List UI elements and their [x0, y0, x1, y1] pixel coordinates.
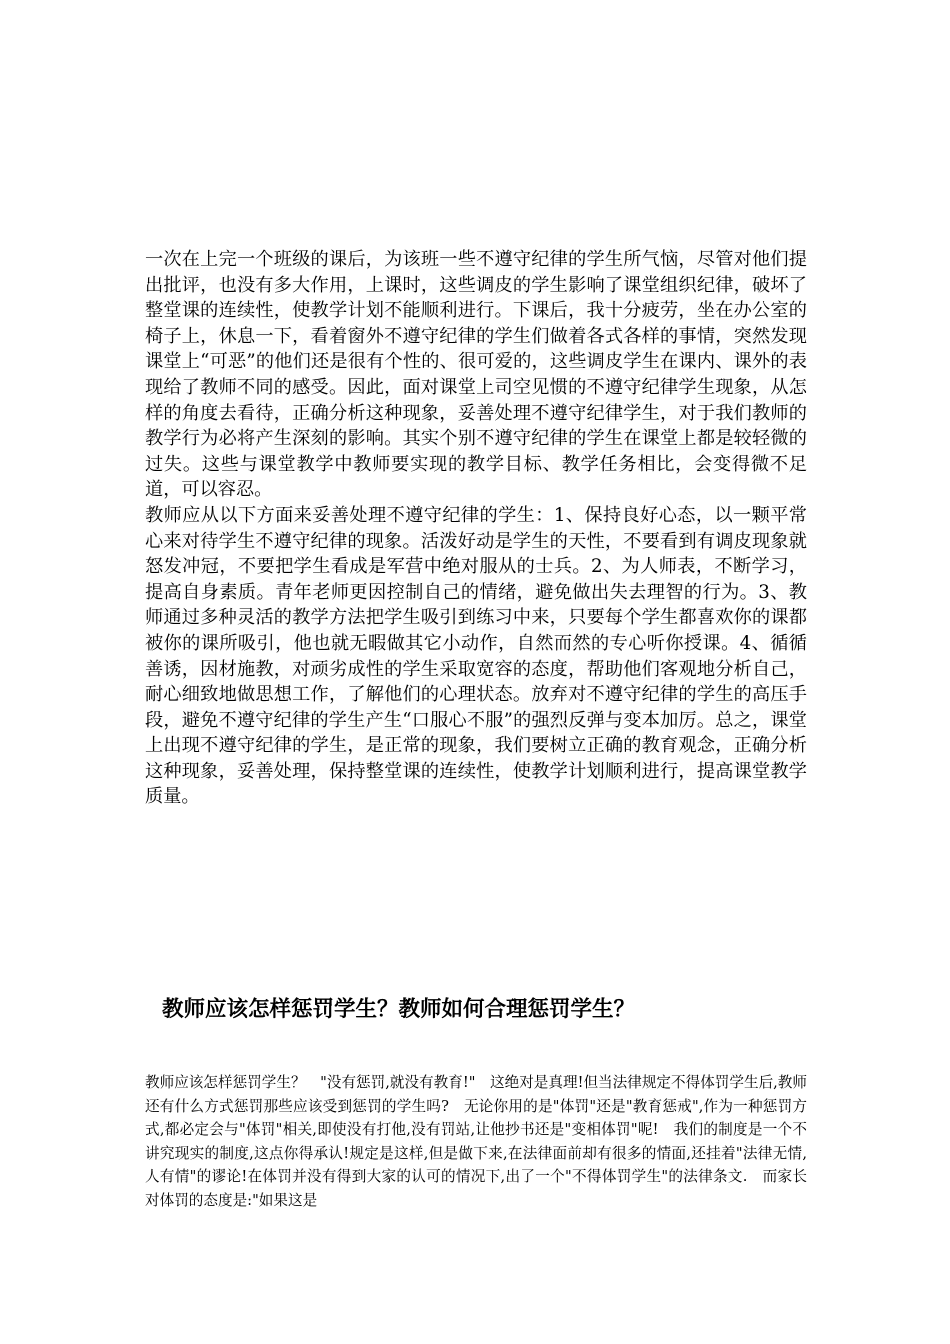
paragraph-methods: 教师应从以下方面来妥善处理不遵守纪律的学生：1、保持良好心态，以一颗平常心来对待学生不遵守纪律的现象。活泼好动是学生的天性，不要看到有调皮现象就怒发冲冠，不要把学生看成是军营中绝对服从的士兵。2、为人师表，不断学习，提高自身素质。青年老师更因控制自己的情绪，避免做出失去理智的行为。3、教师通过多种灵活的教学方法把学生吸引到练习中来，只要每个学生都喜欢你的课都被你的课所吸引，他也就无暇做其它小动作，自然而然的专心听你授课。4、循循善诱，因材施教，对顽劣成性的学生采取宽容的态度，帮助他们客观地分析自己，耐心细致地做思想工作，了解他们的心理状态。放弃对不遵守纪律的学生的高压手段，避免不遵守纪律的学生产生“口服心不服”的强烈反弹与变本加厉。总之，课堂上出现不遵守纪律的学生，是正常的现象，我们要树立正确的教育观念，正确分析这种现象，妥善处理，保持整堂课的连续性，使教学计划顺利进行，提高课堂教学质量。 — [145, 504, 807, 808]
paragraph-intro: 一次在上完一个班级的课后，为该班一些不遵守纪律的学生所气恼，尽管对他们提出批评，也没有多大作用，上课时，这些调皮的学生影响了课堂组织纪律，破坏了整堂课的连续性，使教学计划不能顺利进行。下课后，我十分疲劳，坐在办公室的椅子上，休息一下，看着窗外不遵守纪律的学生们做着各式各样的事情，突然发现课堂上“可恶”的他们还是很有个性的、很可爱的，这些调皮学生在课内、课外的表现给了教师不同的感受。因此，面对课堂上司空见惯的不遵守纪律学生现象，从怎样的角度去看待，正确分析这种现象，妥善处理不遵守纪律学生，对于我们教师的教学行为必将产生深刻的影响。其实个别不遵守纪律的学生在课堂上都是较轻微的过失。这些与课堂教学中教师要实现的教学目标、教学任务相比，会变得微不足道，可以容忍。 — [145, 249, 807, 501]
body-text-block — [145, 247, 807, 810]
section-heading: 教师应该怎样惩罚学生？教师如何合理惩罚学生？ — [162, 997, 636, 1022]
section-body-text: 教师应该怎样惩罚学生？ "没有惩罚,就没有教育!" 这绝对是真理!但当法律规定不得体罚学生后,教师还有什么方式惩罚那些应该受到惩罚的学生吗? 无论你用的是"体罚"还是"教育惩戒",作为一种惩罚方式,都必定会与"体罚"相关,即使没有打他,没有罚站,让他抄书还是"变相体罚"呢! 我们的制度是一个不讲究现实的制度,这点你得承认!规定是这样,但是做下来,在法律面前却有很多的情面,还挂着"法律无情,人有情"的谬论!在体罚并没有得到大家的认可的情况下,出了一个"不得体罚学生"的法律条文. 而家长对体罚的态度是:"如果这是 — [145, 1074, 807, 1209]
